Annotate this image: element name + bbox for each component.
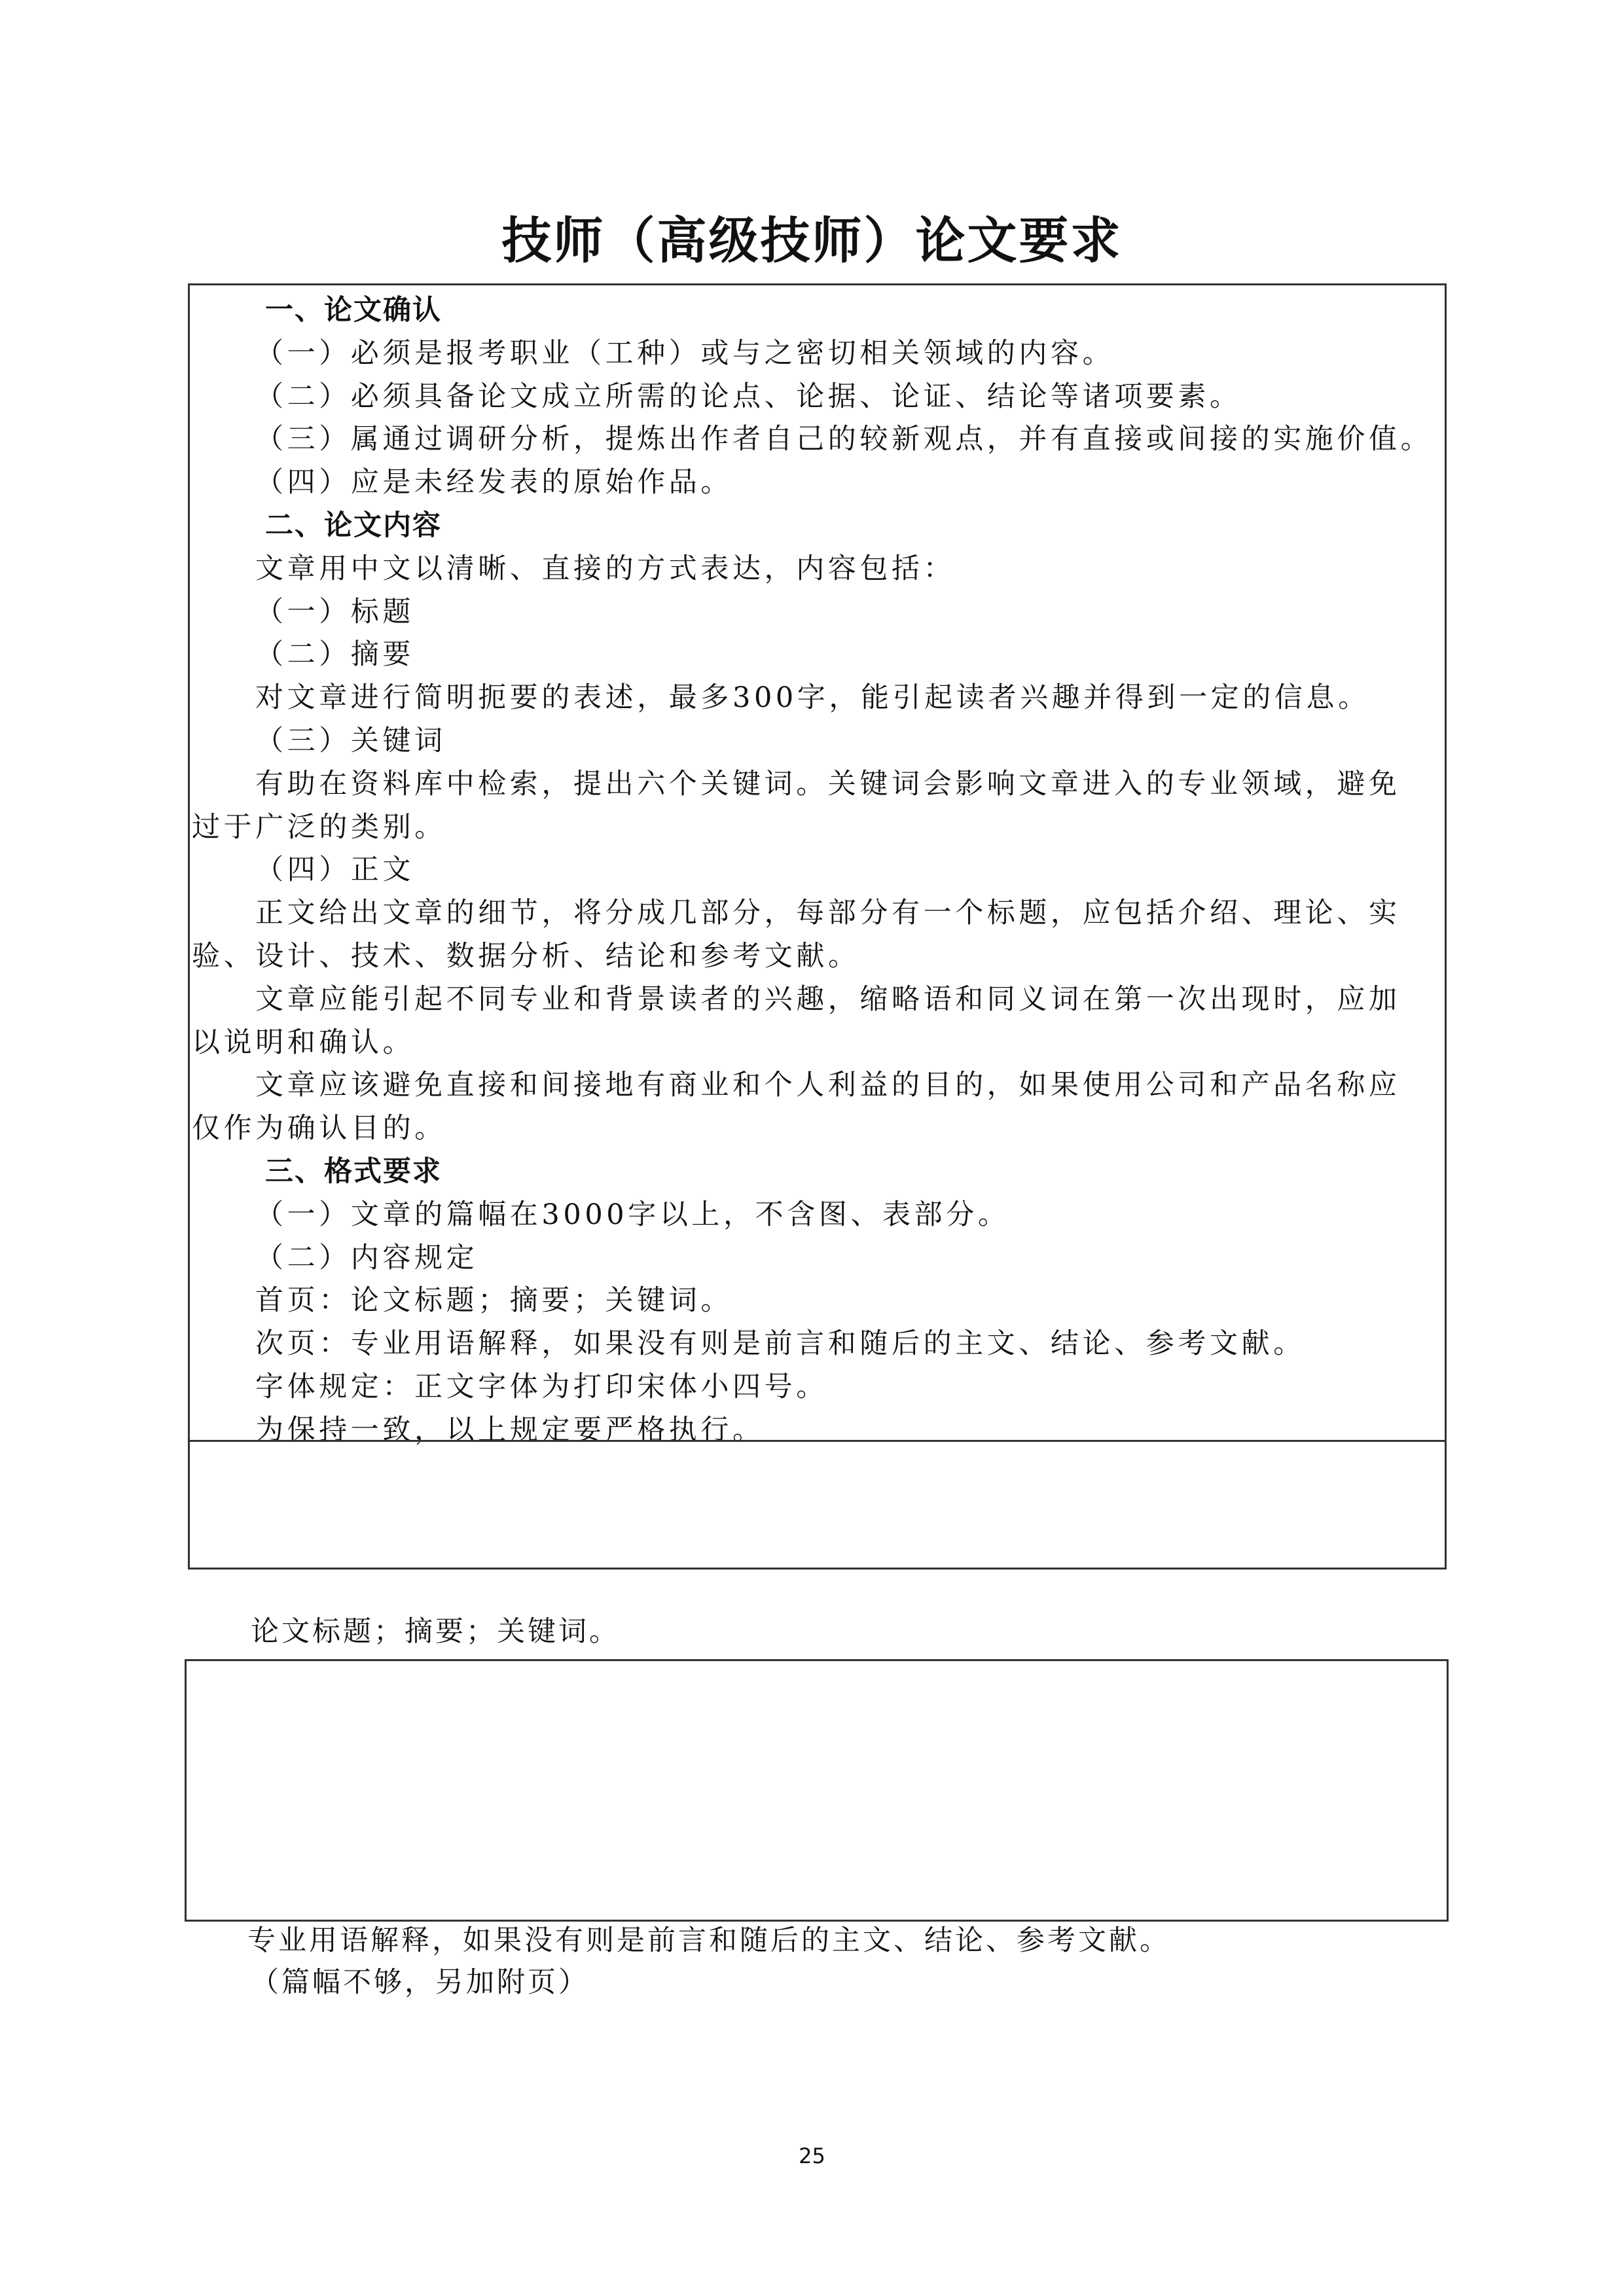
requirement-line: （三）属通过调研分析，提炼出作者自己的较新观点，并有直接或间接的实施价值。: [255, 423, 1433, 456]
requirement-line: 对文章进行简明扼要的表述，最多300字，能引起读者兴趣并得到一定的信息。: [255, 681, 1370, 715]
section-heading: 二、论文内容: [265, 509, 442, 542]
requirement-line: （一）必须是报考职业（工种）或与之密切相关领域的内容。: [255, 336, 1115, 370]
requirement-line: 文章应能引起不同专业和背景读者的兴趣，缩略语和同义词在第一次出现时，应加: [255, 982, 1401, 1016]
page-title: 技师（高级技师）论文要求: [501, 211, 1123, 270]
requirement-line: 首页：论文标题；摘要；关键词。: [255, 1284, 732, 1318]
next-page-label: 专业用语解释，如果没有则是前言和随后的主文、结论、参考文献。: [247, 1924, 1170, 1957]
requirement-line: （三）关键词: [255, 725, 446, 757]
first-page-label: 论文标题；摘要；关键词。: [251, 1615, 620, 1648]
requirement-line: （二）必须具备论文成立所需的论点、论据、论证、结论等诸项要素。: [255, 380, 1242, 413]
requirement-line: 正文给出文章的细节，将分成几部分，每部分有一个标题，应包括介绍、理论、实: [255, 897, 1401, 930]
requirement-line: 为保持一致，以上规定要严格执行。: [255, 1413, 765, 1446]
requirement-line: （四）正文: [255, 853, 414, 887]
requirement-line: 以说明和确认。: [192, 1026, 415, 1059]
requirement-line: （一）文章的篇幅在3000字以上，不含图、表部分。: [255, 1198, 1010, 1231]
requirement-line: 文章用中文以清晰、直接的方式表达，内容包括：: [255, 552, 956, 585]
requirement-line: （二）内容规定: [255, 1241, 478, 1274]
requirement-line: 验、设计、技术、数据分析、结论和参考文献。: [192, 940, 860, 973]
requirement-line: 过于广泛的类别。: [192, 810, 446, 844]
requirement-line: （四）应是未经发表的原始作品。: [255, 466, 732, 499]
page-number: 25: [799, 2144, 825, 2168]
section-heading: 三、格式要求: [265, 1155, 442, 1188]
requirement-line: 次页：专业用语解释，如果没有则是前言和随后的主文、结论、参考文献。: [255, 1327, 1305, 1361]
requirement-line: 仅作为确认目的。: [192, 1112, 446, 1145]
requirement-line: 有助在资料库中检索，提出六个关键词。关键词会影响文章进入的专业领域，避免: [255, 767, 1401, 800]
requirement-line: （一）标题: [255, 595, 414, 628]
blank-table-cell: [188, 1440, 1447, 1570]
requirements-table-cell: [188, 283, 1447, 1446]
section-heading: 一、论文确认: [265, 294, 442, 327]
requirement-line: 字体规定：正文字体为打印宋体小四号。: [255, 1371, 828, 1403]
supplement-note: （篇幅不够，另加附页）: [251, 1966, 589, 1999]
requirement-line: （二）摘要: [255, 638, 414, 672]
first-page-answer-box: [185, 1659, 1449, 1922]
requirement-line: 文章应该避免直接和间接地有商业和个人利益的目的，如果使用公司和产品名称应: [255, 1069, 1401, 1102]
